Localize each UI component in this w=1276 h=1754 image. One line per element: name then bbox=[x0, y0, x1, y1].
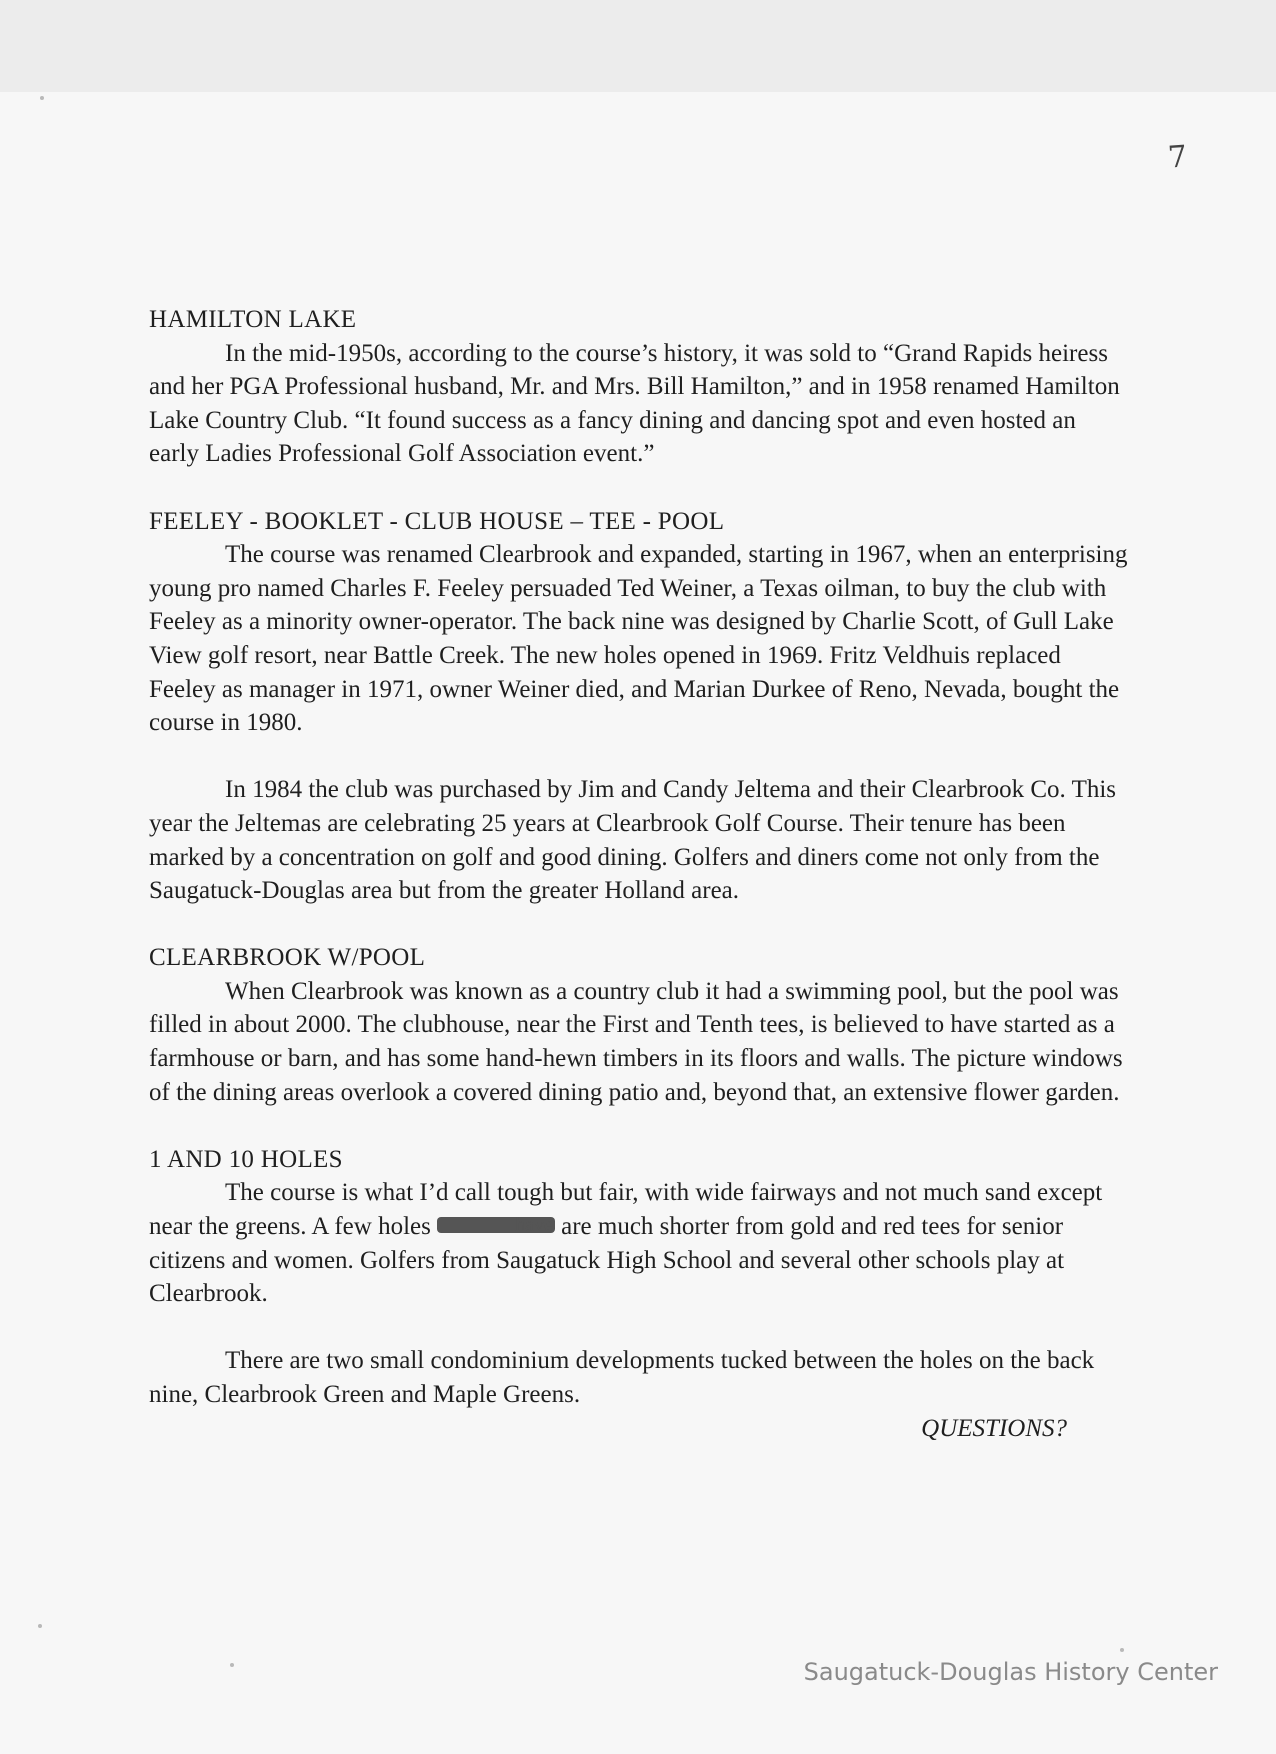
paragraph: In the mid-1950s, according to the course’s history, it was sold to “Grand Rapids heiress and her PGA Professional husband, Mr. and Mrs. Bill Hamilton,” and in 1958 renamed Hamilton Lake Country Club. “It found success as a fancy dining and dancing spot and even hosted an early Ladies Professional Golf Association event.” bbox=[149, 339, 1120, 468]
document-body bbox=[149, 303, 1129, 1445]
section-heading: CLEARBROOK W/POOL bbox=[149, 944, 426, 972]
section-heading: FEELEY - BOOKLET - CLUB HOUSE – TEE - POOL bbox=[149, 507, 725, 535]
paragraph: When Clearbrook was known as a country club it had a swimming pool, but the pool was filled in about 2000. The clubhouse, near the First and Tenth tees, is believed to have started as a farmhouse or barn, and has some hand-hewn timbers in its floors and walls. The picture windows of the dining areas overlook a covered dining patio and, beyond that, an extensive flower garden. bbox=[149, 977, 1123, 1106]
speck bbox=[230, 1663, 234, 1667]
page-number: 7 bbox=[1166, 139, 1189, 176]
section-holes bbox=[149, 1143, 1129, 1412]
struck-out-word: have bbox=[437, 1217, 555, 1233]
paragraph: The course was renamed Clearbrook and expanded, starting in 1967, when an enterprising young pro named Charles F. Feeley persuaded Ted Weiner, a Texas oilman, to buy the club with Feeley as a minority owner-operator. The back nine was designed by Charlie Scott, of Gull Lake View golf resort, near Battle Creek. The new holes opened in 1969. Fritz Veldhuis replaced Feeley as manager in 1971, owner Weiner died, and Marian Durkee of Reno, Nevada, bought the course in 1980. bbox=[149, 541, 1128, 737]
section-hamilton-lake bbox=[149, 303, 1129, 471]
spacer bbox=[149, 740, 1129, 774]
archive-credit: Saugatuck-Douglas History Center bbox=[803, 1658, 1218, 1686]
closing-questions: QUESTIONS? bbox=[921, 1414, 1067, 1442]
speck bbox=[40, 96, 44, 100]
spacer bbox=[149, 1109, 1129, 1143]
paragraph: There are two small condominium developments tucked between the holes on the back nine, Clearbrook Green and Maple Greens. bbox=[149, 1347, 1095, 1408]
section-heading: 1 AND 10 HOLES bbox=[149, 1145, 343, 1173]
spacer bbox=[149, 1311, 1129, 1345]
scanner-edge bbox=[0, 0, 1276, 93]
paragraph bbox=[149, 1176, 1129, 1310]
paragraph: In 1984 the club was purchased by Jim and Candy Jeltema and their Clearbrook Co. This year the Jeltemas are celebrating 25 years at Clearbrook Golf Course. Their tenure has been marked by a concentration on golf and good dining. Golfers and diners come not only from the Saugatuck-Douglas area but from the greater Holland area. bbox=[149, 776, 1117, 905]
section-heading: HAMILTON LAKE bbox=[149, 306, 357, 333]
spacer bbox=[149, 908, 1129, 942]
section-clearbrook-pool bbox=[149, 941, 1129, 1109]
section-feeley bbox=[149, 505, 1129, 908]
speck bbox=[38, 1624, 42, 1628]
paragraph-text: The course is what I’d call tough but fair, with wide fairways and not much sand except near the greens. A few holes bbox=[149, 1179, 1103, 1241]
paragraph-text: are much shorter from gold and red tees for senior citizens and women. Golfers from Saugatuck High School and several other schools play at Clearbrook. bbox=[149, 1213, 1065, 1308]
speck bbox=[1120, 1648, 1124, 1652]
spacer bbox=[149, 471, 1129, 505]
